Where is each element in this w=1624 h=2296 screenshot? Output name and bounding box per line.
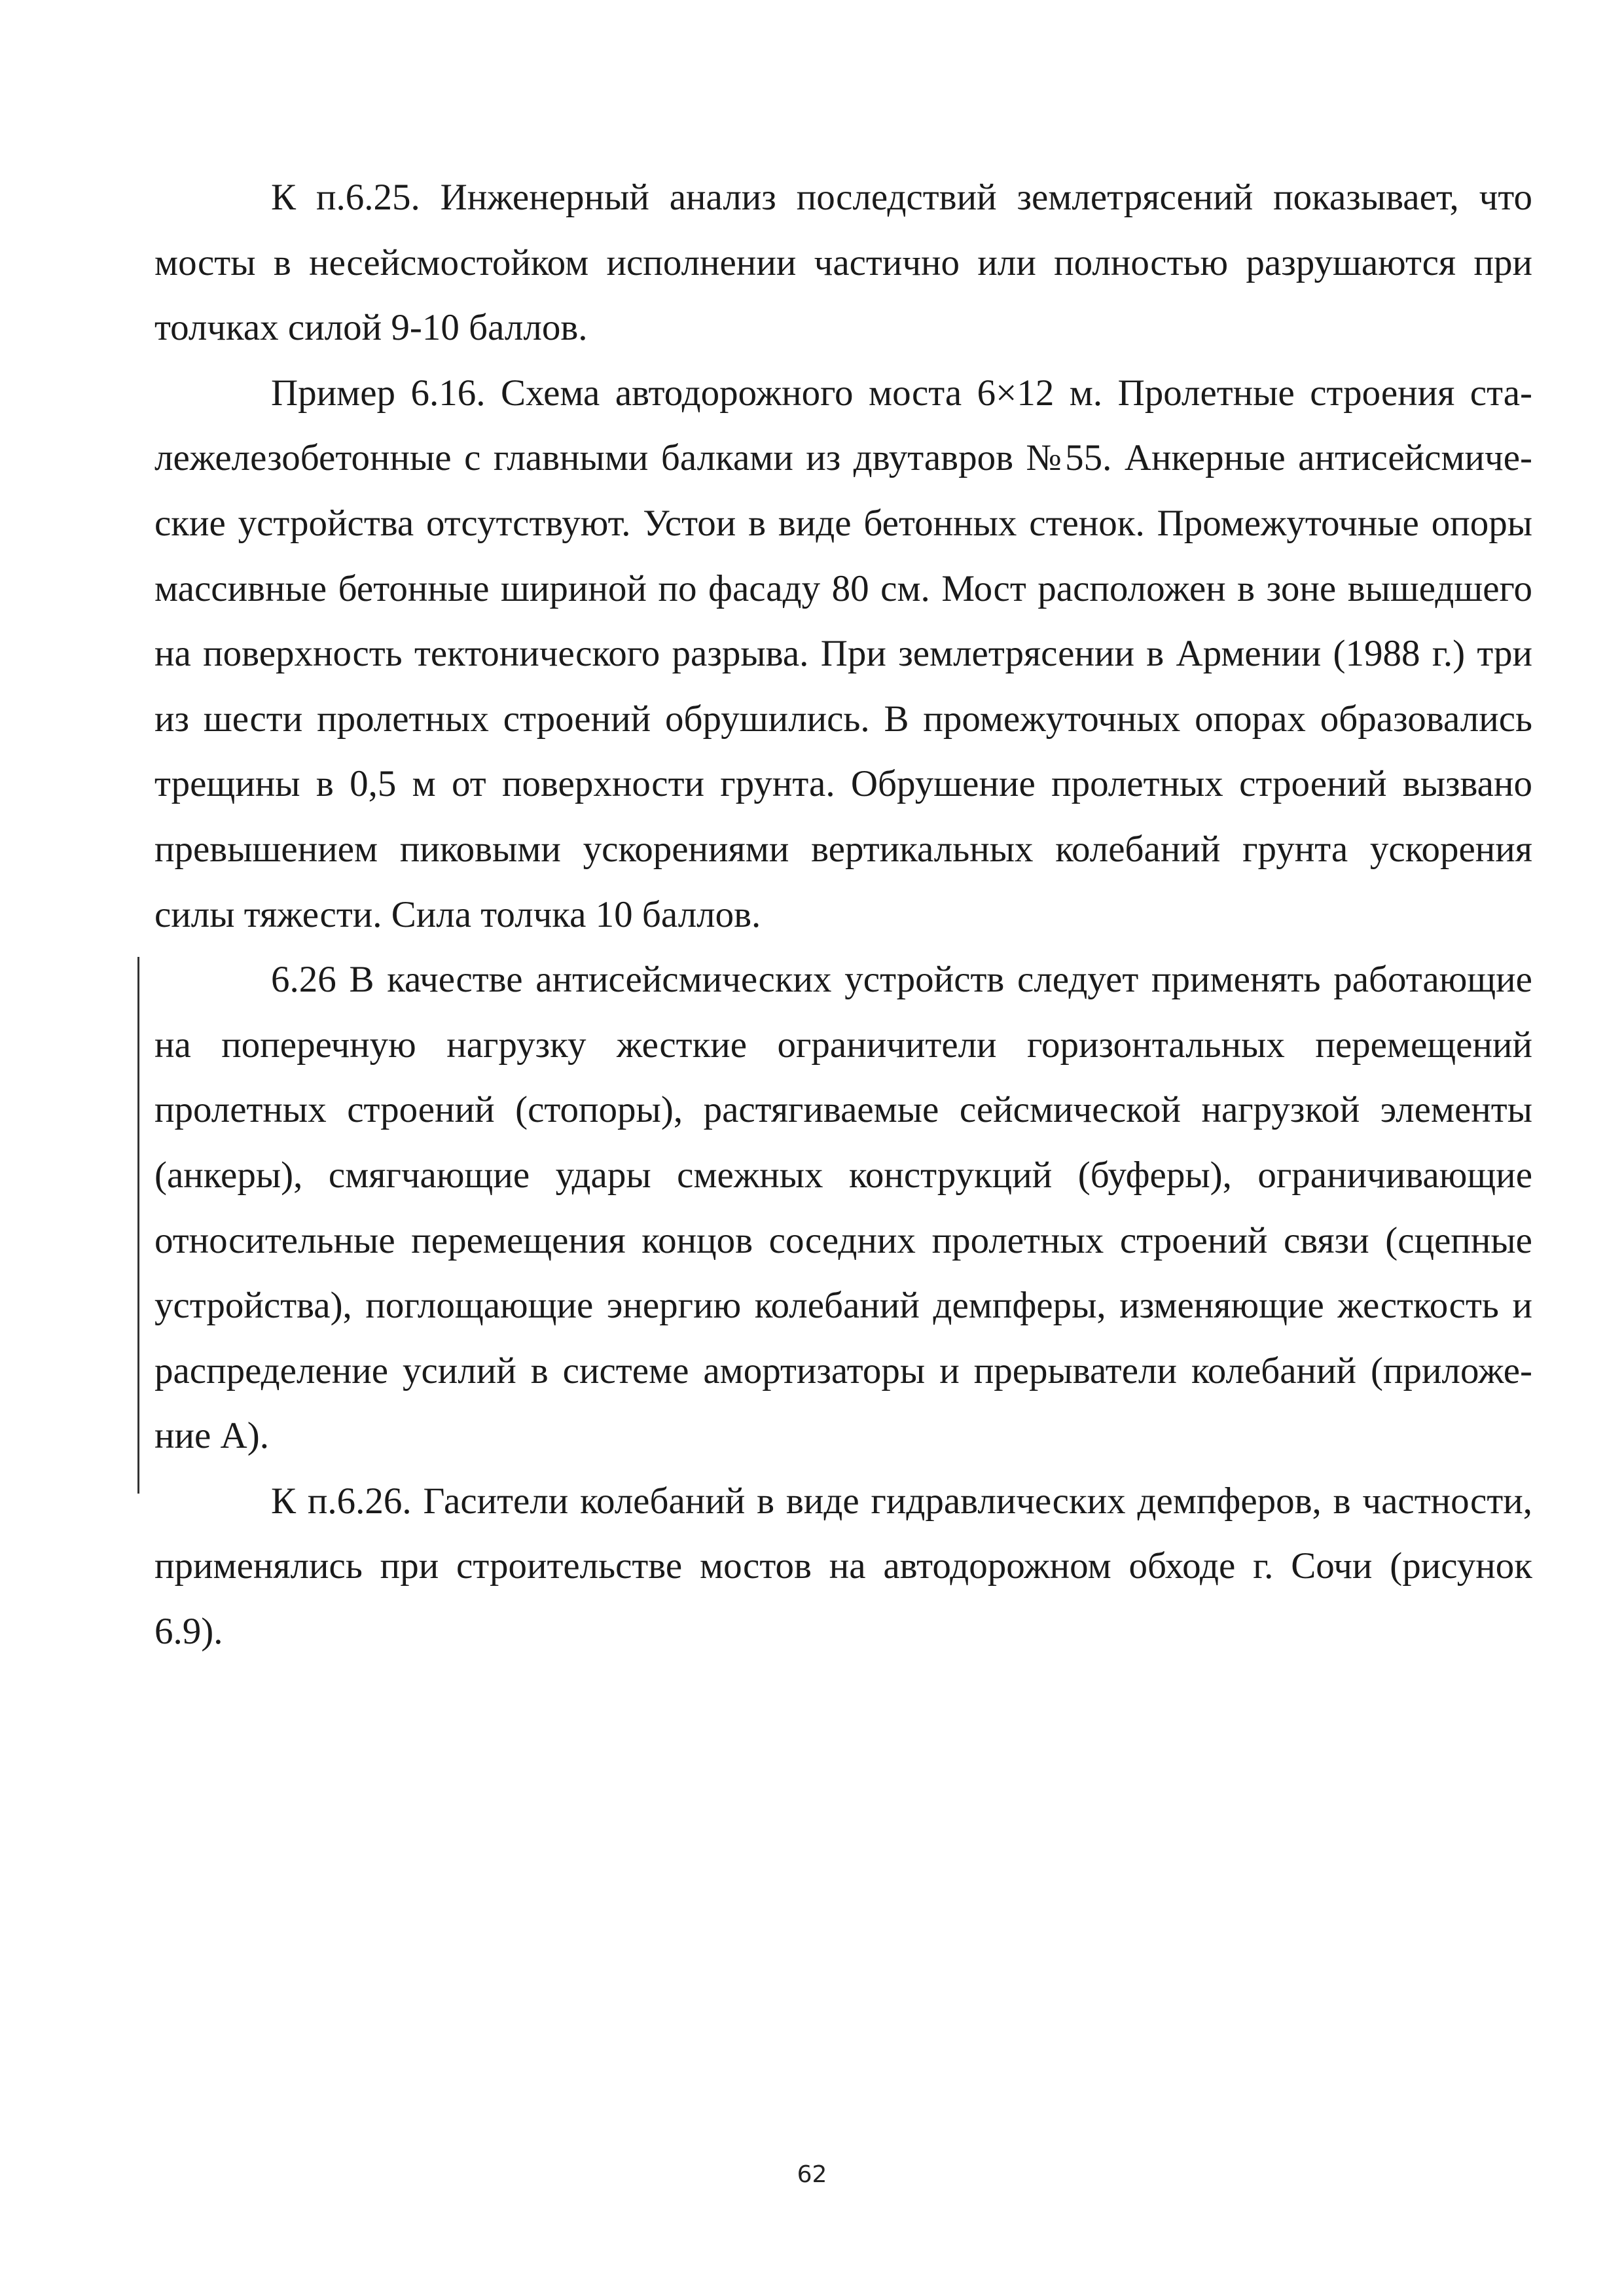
paragraph-clause-6-26: 6.26 В качестве антисейсмических устройств следует применять работающие на поперечную нагрузку жесткие ограничители горизонтальных перемещений пролетных строений (стопоры), растягиваемые сейсмической нагрузкой элементы (анкеры), смягчающие удары смежных конструкций (буферы), ограничивающие относительные перемещения концов соседних пролетных строений связи (сцепные устройства), поглощающие энергию колебаний демпферы, изменяющие жесткость и распределение усилий в системе амортизаторы и прерыватели колебаний (приложение А). [154, 959, 1532, 1457]
revision-change-bar [137, 957, 139, 1494]
paragraph-example-6-16: Пример 6.16. Схема автодорожного моста 6×12 м. Пролетные строения сталежелезобетонные с главными балками из двутавров №55. Анкерные антисейсмические устройства отсутствуют. Устои в виде бетонных стенок. Промежуточные опоры массивные бетонные шириной по фасаду 80 см. Мост расположен в зоне вышедшего на поверхность тектонического разрыва. При землетрясении в Армении (1988 г.) три из шести пролетных строений обрушились. В промежуточных опорах образовались трещины в 0,5 м от поверхности грунта. Обрушение пролетных строений вызвано превышением пиковыми ускорениями вертикальных колебаний грунта ускорения силы тяжести. Сила толчка 10 баллов. [154, 372, 1532, 935]
page-number: 62 [797, 2161, 827, 2188]
paragraph-commentary-6-26: К п.6.26. Гасители колебаний в виде гидравлических демпферов, в частности, применялись при строительстве мостов на автодорожном обходе г. Сочи (рисунок 6.9). [154, 1480, 1532, 1653]
page-body [154, 165, 1532, 1664]
paragraph-commentary-6-25: К п.6.25. Инженерный анализ последствий землетрясений показывает, что мосты в несейсмостойком исполнении частично или полностью разрушаются при толчках силой 9-10 баллов. [154, 177, 1532, 349]
